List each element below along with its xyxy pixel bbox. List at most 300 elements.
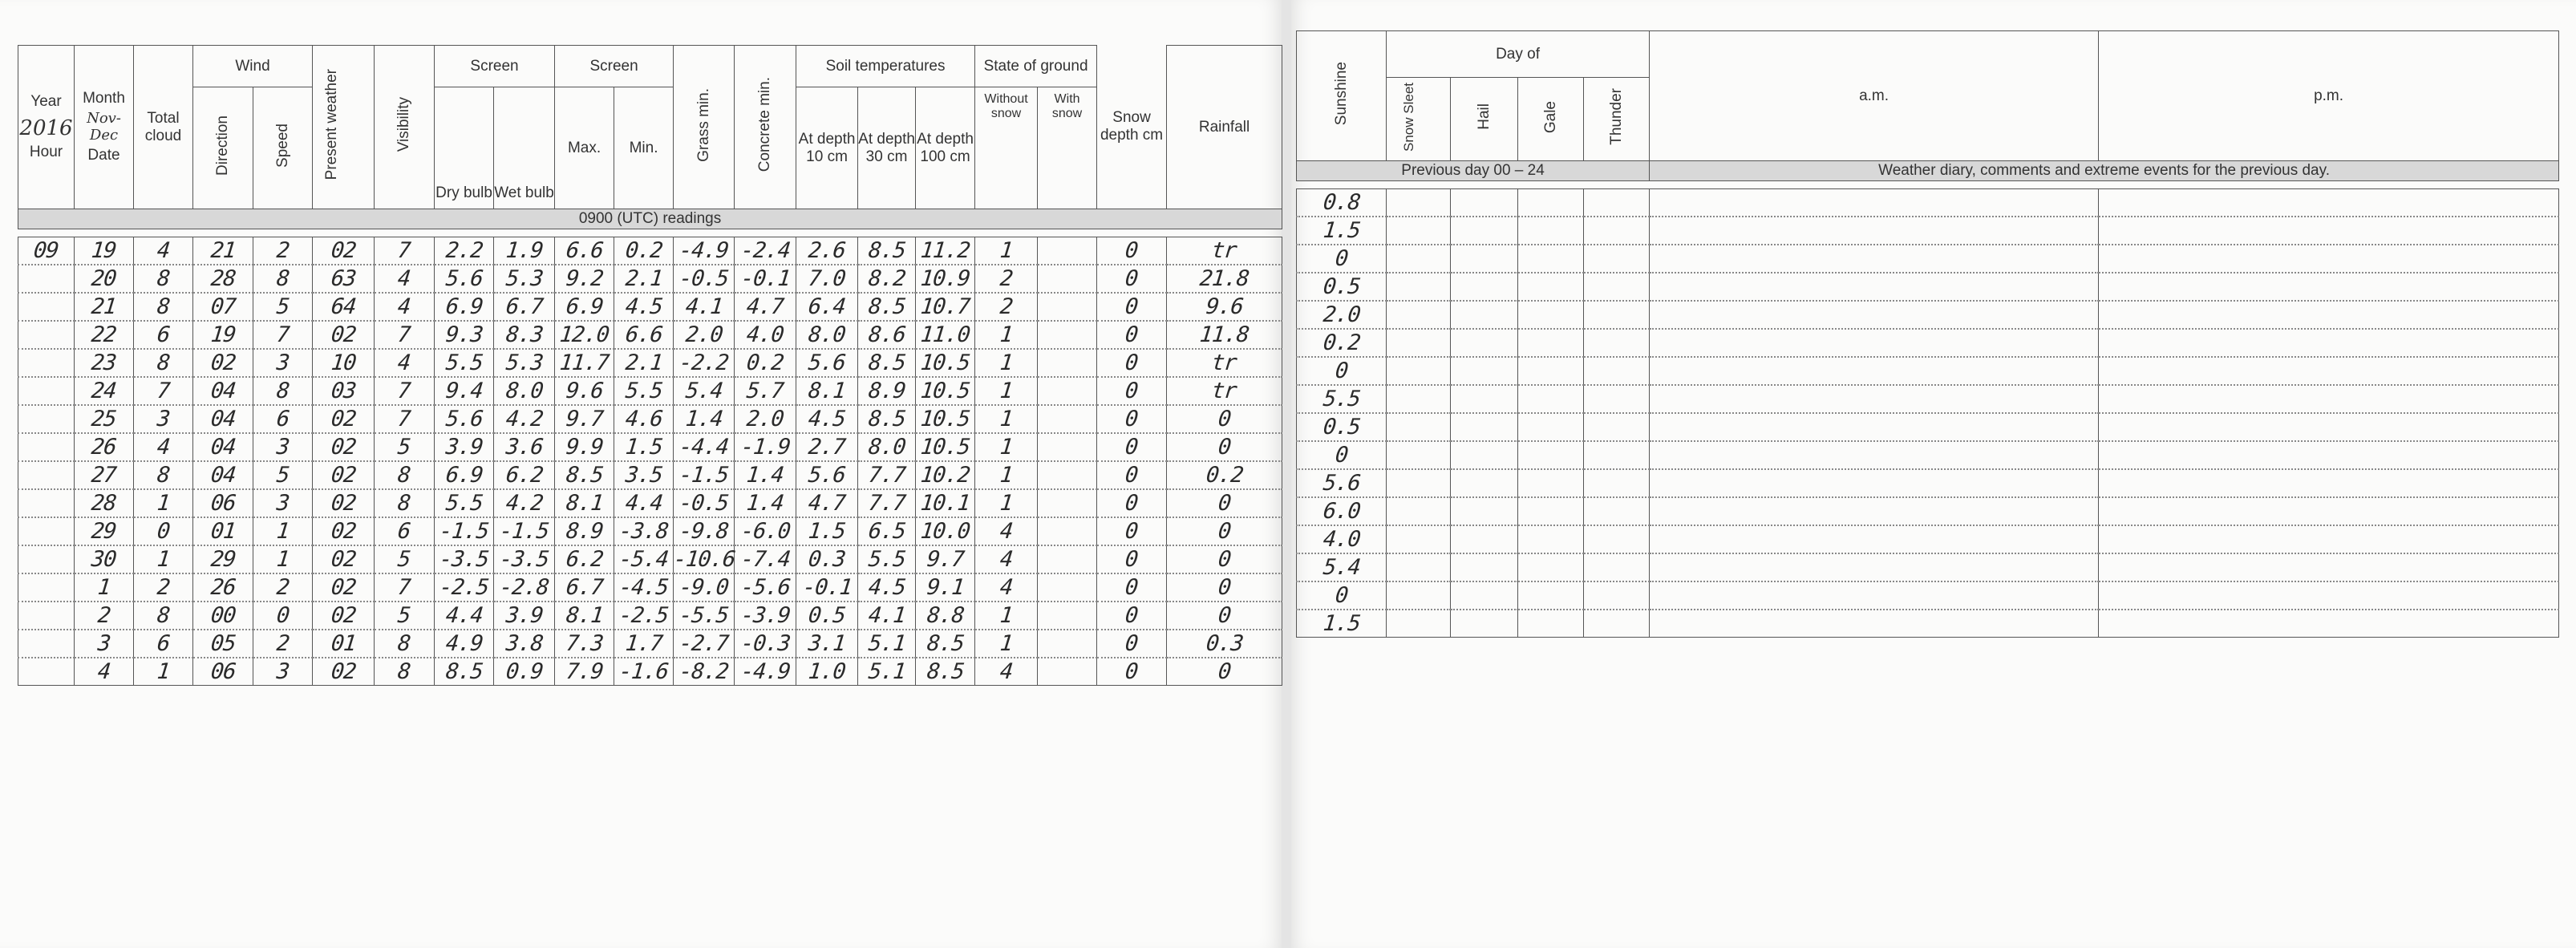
soil-100cm-value: 10.2 bbox=[919, 463, 971, 488]
visibility-value: 7 bbox=[396, 238, 412, 263]
wind-speed-cell bbox=[253, 461, 313, 489]
soil-100cm-value: 10.1 bbox=[919, 491, 971, 516]
ground-without-snow-value: 1 bbox=[998, 350, 1014, 375]
total-cloud-value: 0 bbox=[156, 519, 171, 544]
hour-cell bbox=[18, 573, 75, 602]
rainfall-value: 21.8 bbox=[1198, 266, 1250, 291]
concrete-min-cell bbox=[735, 489, 796, 517]
visibility-cell bbox=[375, 237, 435, 265]
soil-30cm-value: 4.1 bbox=[867, 603, 907, 628]
ground-with-snow-cell bbox=[1038, 461, 1097, 489]
dry-bulb-value: 8.5 bbox=[444, 659, 484, 684]
wet-bulb-cell bbox=[494, 602, 555, 630]
rainfall-cell bbox=[1167, 461, 1282, 489]
thunder-cell bbox=[1584, 273, 1650, 301]
screen-max-value: 11.7 bbox=[558, 350, 610, 375]
table-row bbox=[18, 658, 1282, 686]
hour-label: Hour bbox=[29, 144, 63, 161]
concrete-min-value: 1.4 bbox=[745, 463, 785, 488]
hail-cell bbox=[1451, 217, 1518, 245]
hour-cell bbox=[18, 461, 75, 489]
soil-30cm-value: 5.1 bbox=[867, 631, 907, 656]
sunshine-cell bbox=[1297, 385, 1387, 413]
soil-100cm-cell bbox=[916, 545, 975, 573]
soil-100cm-cell bbox=[916, 489, 975, 517]
snow-sleet-cell bbox=[1387, 610, 1451, 638]
date-cell bbox=[75, 545, 134, 573]
soil-10cm-value: 7.0 bbox=[807, 266, 847, 291]
table-row bbox=[18, 545, 1282, 573]
dry-bulb-value: 4.9 bbox=[444, 631, 484, 656]
table-row bbox=[1297, 497, 2559, 525]
snow-depth-cell bbox=[1097, 545, 1167, 573]
ground-with-snow-cell bbox=[1038, 602, 1097, 630]
soil-10cm-cell bbox=[796, 602, 858, 630]
wind-direction-value: 01 bbox=[209, 519, 237, 544]
wind-speed-cell bbox=[253, 349, 313, 377]
hail-cell bbox=[1451, 553, 1518, 581]
hail-cell bbox=[1451, 385, 1518, 413]
grass-min-value: 4.1 bbox=[684, 294, 724, 319]
soil-30cm-cell bbox=[858, 489, 916, 517]
screen-max-value: 7.9 bbox=[565, 659, 605, 684]
total-cloud-cell bbox=[134, 405, 193, 433]
wind-direction-value: 28 bbox=[209, 266, 237, 291]
grass-min-value: -5.5 bbox=[678, 603, 730, 628]
ground-with-snow-cell bbox=[1038, 321, 1097, 349]
total-cloud-value: 1 bbox=[156, 659, 171, 684]
wind-speed-cell bbox=[253, 433, 313, 461]
visibility-cell bbox=[375, 433, 435, 461]
grass-min-value: -9.0 bbox=[678, 575, 730, 600]
grass-min-cell bbox=[674, 265, 735, 293]
date-value: 28 bbox=[90, 491, 118, 516]
soil-30cm-cell bbox=[858, 237, 916, 265]
grass-min-header bbox=[674, 46, 735, 209]
screen-max-cell bbox=[555, 405, 614, 433]
table-row bbox=[18, 293, 1282, 321]
present-weather-cell bbox=[313, 321, 375, 349]
concrete-min-cell bbox=[735, 237, 796, 265]
diary-band: Weather diary, comments and extreme events for the previous day. bbox=[1650, 161, 2559, 181]
soil-10cm-value: 2.6 bbox=[807, 238, 847, 263]
present-weather-cell bbox=[313, 658, 375, 686]
soil-30cm-value: 8.5 bbox=[867, 350, 907, 375]
hour-cell bbox=[18, 517, 75, 545]
thunder-header bbox=[1584, 78, 1650, 161]
snow-sleet-cell bbox=[1387, 553, 1451, 581]
table-row bbox=[18, 321, 1282, 349]
present-weather-cell bbox=[313, 293, 375, 321]
table-row bbox=[1297, 301, 2559, 329]
soil-100cm-cell bbox=[916, 461, 975, 489]
soil-30cm-value: 7.7 bbox=[867, 463, 907, 488]
thunder-cell bbox=[1584, 413, 1650, 441]
snow-sleet-cell bbox=[1387, 385, 1451, 413]
table-row bbox=[1297, 357, 2559, 385]
sunshine-cell bbox=[1297, 525, 1387, 553]
soil-30cm-cell bbox=[858, 293, 916, 321]
diary-pm-cell bbox=[2099, 441, 2559, 469]
concrete-min-value: -6.0 bbox=[739, 519, 792, 544]
dry-bulb-header: Dry bulb bbox=[435, 87, 494, 209]
snow-sleet-cell bbox=[1387, 441, 1451, 469]
rainfall-cell bbox=[1167, 433, 1282, 461]
screen-min-cell bbox=[614, 433, 674, 461]
wind-direction-value: 19 bbox=[209, 322, 237, 347]
wind-direction-cell bbox=[193, 545, 253, 573]
hour-value: 09 bbox=[32, 238, 60, 263]
present-weather-cell bbox=[313, 265, 375, 293]
total-cloud-value: 1 bbox=[156, 547, 171, 572]
table-row bbox=[1297, 385, 2559, 413]
gale-header bbox=[1518, 78, 1584, 161]
wind-speed-cell bbox=[253, 489, 313, 517]
table-row bbox=[1297, 525, 2559, 553]
rainfall-cell bbox=[1167, 658, 1282, 686]
concrete-min-value: 4.7 bbox=[745, 294, 785, 319]
screen-max-value: 9.2 bbox=[565, 266, 605, 291]
diary-pm-cell bbox=[2099, 273, 2559, 301]
total-cloud-cell bbox=[134, 293, 193, 321]
concrete-min-cell bbox=[735, 461, 796, 489]
date-cell bbox=[75, 573, 134, 602]
hour-cell bbox=[18, 602, 75, 630]
concrete-min-header bbox=[735, 46, 796, 209]
concrete-min-value: 2.0 bbox=[745, 407, 785, 431]
hail-cell bbox=[1451, 273, 1518, 301]
ground-without-snow-value: 1 bbox=[998, 238, 1014, 263]
present-weather-cell bbox=[313, 602, 375, 630]
wind-direction-cell bbox=[193, 602, 253, 630]
sunshine-value: 0.2 bbox=[1321, 330, 1362, 355]
wet-bulb-cell bbox=[494, 321, 555, 349]
present-weather-value: 02 bbox=[330, 659, 357, 684]
soil-10cm-value: 2.7 bbox=[807, 435, 847, 460]
hour-cell bbox=[18, 405, 75, 433]
visibility-value: 7 bbox=[396, 407, 412, 431]
wind-direction-cell bbox=[193, 489, 253, 517]
snow-depth-cell bbox=[1097, 265, 1167, 293]
soil-10cm-value: 4.5 bbox=[807, 407, 847, 431]
visibility-value: 4 bbox=[396, 350, 412, 375]
screen-min-value: 4.6 bbox=[624, 407, 664, 431]
band-gap bbox=[1297, 181, 2559, 189]
grass-min-cell bbox=[674, 573, 735, 602]
hour-cell bbox=[18, 630, 75, 658]
visibility-cell bbox=[375, 573, 435, 602]
dry-bulb-value: 5.6 bbox=[444, 407, 484, 431]
soil-30cm-value: 8.6 bbox=[867, 322, 907, 347]
dry-bulb-value: 9.3 bbox=[444, 322, 484, 347]
diary-rows bbox=[1297, 189, 2559, 638]
soil-30cm-value: 8.5 bbox=[867, 238, 907, 263]
gale-cell bbox=[1518, 553, 1584, 581]
screen-min-value: 6.6 bbox=[624, 322, 664, 347]
screen-min-value: -1.6 bbox=[618, 659, 670, 684]
wind-speed-cell bbox=[253, 658, 313, 686]
screen-max-header: Max. bbox=[555, 87, 614, 209]
wind-direction-value: 21 bbox=[209, 238, 237, 263]
total-cloud-cell bbox=[134, 517, 193, 545]
table-row bbox=[18, 405, 1282, 433]
ground-with-snow-cell bbox=[1038, 630, 1097, 658]
screen-max-value: 8.5 bbox=[565, 463, 605, 488]
handwritten-month: Nov-Dec bbox=[87, 109, 121, 144]
visibility-cell bbox=[375, 349, 435, 377]
diary-am-cell bbox=[1650, 385, 2099, 413]
wind-speed-value: 2 bbox=[275, 238, 290, 263]
rainfall-value: 0.3 bbox=[1205, 631, 1245, 656]
snow-depth-cell bbox=[1097, 433, 1167, 461]
soil-10cm-cell bbox=[796, 237, 858, 265]
soil-100cm-value: 9.1 bbox=[925, 575, 966, 600]
snow-depth-value: 0 bbox=[1124, 266, 1140, 291]
concrete-min-value: -3.9 bbox=[739, 603, 792, 628]
screen-min-cell bbox=[614, 349, 674, 377]
grass-min-cell bbox=[674, 405, 735, 433]
screen-max-cell bbox=[555, 321, 614, 349]
rainfall-value: 0 bbox=[1217, 435, 1232, 460]
wind-speed-value: 2 bbox=[275, 631, 290, 656]
table-row bbox=[18, 433, 1282, 461]
ground-with-snow-cell bbox=[1038, 489, 1097, 517]
diary-am-cell bbox=[1650, 581, 2099, 610]
wind-speed-value: 8 bbox=[275, 379, 290, 403]
hail-header bbox=[1451, 78, 1518, 161]
screen-max-value: 9.7 bbox=[565, 407, 605, 431]
wind-speed-cell bbox=[253, 265, 313, 293]
wind-speed-value: 1 bbox=[275, 547, 290, 572]
screen-min-cell bbox=[614, 489, 674, 517]
screen-min-cell bbox=[614, 517, 674, 545]
rainfall-value: 0 bbox=[1217, 491, 1232, 516]
screen-min-cell bbox=[614, 658, 674, 686]
left-page bbox=[0, 0, 1282, 948]
soil-30cm-value: 8.0 bbox=[867, 435, 907, 460]
soil-100cm-value: 10.0 bbox=[919, 519, 971, 544]
dry-bulb-cell bbox=[435, 602, 494, 630]
screen-max-value: 9.9 bbox=[565, 435, 605, 460]
ground-without-snow-cell bbox=[975, 321, 1038, 349]
rainfall-cell bbox=[1167, 237, 1282, 265]
wind-direction-value: 04 bbox=[209, 435, 237, 460]
sunshine-value: 5.5 bbox=[1321, 387, 1362, 411]
soil-100cm-cell bbox=[916, 405, 975, 433]
soil-10cm-value: 8.0 bbox=[807, 322, 847, 347]
date-value: 24 bbox=[90, 379, 118, 403]
date-value: 25 bbox=[90, 407, 118, 431]
grass-min-cell bbox=[674, 349, 735, 377]
sunshine-cell bbox=[1297, 217, 1387, 245]
wind-direction-cell bbox=[193, 573, 253, 602]
soil-100cm-cell bbox=[916, 517, 975, 545]
present-weather-cell bbox=[313, 405, 375, 433]
total-cloud-cell bbox=[134, 573, 193, 602]
visibility-cell bbox=[375, 602, 435, 630]
diary-am-cell bbox=[1650, 497, 2099, 525]
total-cloud-value: 6 bbox=[156, 631, 171, 656]
wind-speed-cell bbox=[253, 630, 313, 658]
diary-am-cell bbox=[1650, 329, 2099, 357]
grass-min-value: -0.5 bbox=[678, 266, 730, 291]
table-row bbox=[18, 517, 1282, 545]
snow-depth-value: 0 bbox=[1124, 322, 1140, 347]
present-weather-value: 02 bbox=[330, 238, 357, 263]
ground-without-snow-value: 4 bbox=[998, 519, 1014, 544]
screen-min-value: 1.7 bbox=[624, 631, 664, 656]
sunshine-value: 0 bbox=[1334, 583, 1349, 608]
rainfall-value: 0 bbox=[1217, 575, 1232, 600]
wet-bulb-cell bbox=[494, 237, 555, 265]
ground-with-snow-cell bbox=[1038, 405, 1097, 433]
dry-bulb-cell bbox=[435, 377, 494, 405]
day-of-header: Day of bbox=[1387, 31, 1650, 78]
hail-cell bbox=[1451, 441, 1518, 469]
wet-bulb-value: -1.5 bbox=[498, 519, 550, 544]
previous-day-band: Previous day 00 – 24 bbox=[1297, 161, 1650, 181]
wet-bulb-value: 3.9 bbox=[504, 603, 545, 628]
diary-pm-cell bbox=[2099, 385, 2559, 413]
table-row bbox=[18, 237, 1282, 265]
table-row bbox=[18, 349, 1282, 377]
ground-without-snow-value: 4 bbox=[998, 659, 1014, 684]
rainfall-value: 0 bbox=[1217, 519, 1232, 544]
hour-cell bbox=[18, 545, 75, 573]
sunshine-value: 0 bbox=[1334, 359, 1349, 383]
snow-depth-value: 0 bbox=[1124, 379, 1140, 403]
snow-depth-cell bbox=[1097, 658, 1167, 686]
diary-pm-cell bbox=[2099, 245, 2559, 273]
thunder-cell bbox=[1584, 441, 1650, 469]
ground-without-snow-cell bbox=[975, 433, 1038, 461]
table-row bbox=[1297, 610, 2559, 638]
screen-max-cell bbox=[555, 658, 614, 686]
snow-depth-cell bbox=[1097, 573, 1167, 602]
grass-min-value: -4.9 bbox=[678, 238, 730, 263]
concrete-min-cell bbox=[735, 573, 796, 602]
dry-bulb-cell bbox=[435, 573, 494, 602]
snow-depth-value: 0 bbox=[1124, 659, 1140, 684]
date-value: 21 bbox=[90, 294, 118, 319]
screen-min-cell bbox=[614, 293, 674, 321]
soil-30cm-cell bbox=[858, 433, 916, 461]
concrete-min-value: 1.4 bbox=[745, 491, 785, 516]
band-gap bbox=[18, 229, 1282, 237]
rainfall-value: 0 bbox=[1217, 659, 1232, 684]
screen-min-value: -5.4 bbox=[618, 547, 670, 572]
total-cloud-cell bbox=[134, 349, 193, 377]
snow-depth-value: 0 bbox=[1124, 603, 1140, 628]
ground-without-snow-value: 1 bbox=[998, 463, 1014, 488]
snow-sleet-cell bbox=[1387, 273, 1451, 301]
screen-min-value: 2.1 bbox=[624, 350, 664, 375]
present-weather-value: 02 bbox=[330, 463, 357, 488]
total-cloud-value: 4 bbox=[156, 435, 171, 460]
diary-pm-cell bbox=[2099, 217, 2559, 245]
grass-min-value: -2.2 bbox=[678, 350, 730, 375]
rainfall-cell bbox=[1167, 517, 1282, 545]
diary-table bbox=[1296, 30, 2559, 638]
screen-min-cell bbox=[614, 602, 674, 630]
total-cloud-value: 3 bbox=[156, 407, 171, 431]
table-row bbox=[18, 573, 1282, 602]
diary-pm-cell bbox=[2099, 610, 2559, 638]
diary-pm-cell bbox=[2099, 413, 2559, 441]
hour-cell bbox=[18, 433, 75, 461]
snow-depth-cell bbox=[1097, 293, 1167, 321]
screen-min-value: 2.1 bbox=[624, 266, 664, 291]
soil-100cm-header: At depth 100 cm bbox=[916, 87, 975, 209]
visibility-cell bbox=[375, 517, 435, 545]
wind-direction-cell bbox=[193, 405, 253, 433]
diary-pm-cell bbox=[2099, 329, 2559, 357]
rainfall-cell bbox=[1167, 602, 1282, 630]
wind-speed-cell bbox=[253, 405, 313, 433]
snow-depth-value: 0 bbox=[1124, 407, 1140, 431]
observation-rows bbox=[18, 237, 1282, 686]
diary-pm-cell bbox=[2099, 189, 2559, 217]
total-cloud-cell bbox=[134, 630, 193, 658]
date-value: 22 bbox=[90, 322, 118, 347]
table-row bbox=[1297, 217, 2559, 245]
screen-max-value: 6.9 bbox=[565, 294, 605, 319]
present-weather-cell bbox=[313, 545, 375, 573]
table-row bbox=[1297, 189, 2559, 217]
table-row bbox=[18, 630, 1282, 658]
screen-min-value: 4.4 bbox=[624, 491, 664, 516]
date-cell bbox=[75, 265, 134, 293]
dry-bulb-cell bbox=[435, 545, 494, 573]
wind-speed-value: 3 bbox=[275, 491, 290, 516]
gale-cell bbox=[1518, 329, 1584, 357]
wet-bulb-value: 4.2 bbox=[504, 491, 545, 516]
ground-with-snow-cell bbox=[1038, 573, 1097, 602]
wind-direction-cell bbox=[193, 517, 253, 545]
wet-bulb-cell bbox=[494, 658, 555, 686]
total-cloud-cell bbox=[134, 545, 193, 573]
soil-30cm-value: 8.5 bbox=[867, 294, 907, 319]
gale-cell bbox=[1518, 273, 1584, 301]
thunder-cell bbox=[1584, 525, 1650, 553]
ground-with-snow-cell bbox=[1038, 545, 1097, 573]
screen-min-value: -3.8 bbox=[618, 519, 670, 544]
wind-speed-value: 3 bbox=[275, 659, 290, 684]
date-value: 4 bbox=[96, 659, 111, 684]
concrete-min-label: Concrete min. bbox=[756, 77, 774, 172]
soil-30cm-cell bbox=[858, 321, 916, 349]
hail-cell bbox=[1451, 245, 1518, 273]
screen-min-cell bbox=[614, 630, 674, 658]
dry-bulb-value: 6.9 bbox=[444, 463, 484, 488]
date-value: 29 bbox=[90, 519, 118, 544]
present-weather-cell bbox=[313, 489, 375, 517]
sunshine-cell bbox=[1297, 413, 1387, 441]
wind-speed-cell bbox=[253, 321, 313, 349]
grass-min-value: -0.5 bbox=[678, 491, 730, 516]
screen-min-cell bbox=[614, 321, 674, 349]
diary-am-cell bbox=[1650, 610, 2099, 638]
sunshine-cell bbox=[1297, 497, 1387, 525]
concrete-min-cell bbox=[735, 630, 796, 658]
concrete-min-value: -5.6 bbox=[739, 575, 792, 600]
screen-max-cell bbox=[555, 489, 614, 517]
wet-bulb-value: 0.9 bbox=[504, 659, 545, 684]
concrete-min-cell bbox=[735, 517, 796, 545]
rainfall-cell bbox=[1167, 405, 1282, 433]
wet-bulb-value: 3.6 bbox=[504, 435, 545, 460]
wind-speed-value: 5 bbox=[275, 463, 290, 488]
